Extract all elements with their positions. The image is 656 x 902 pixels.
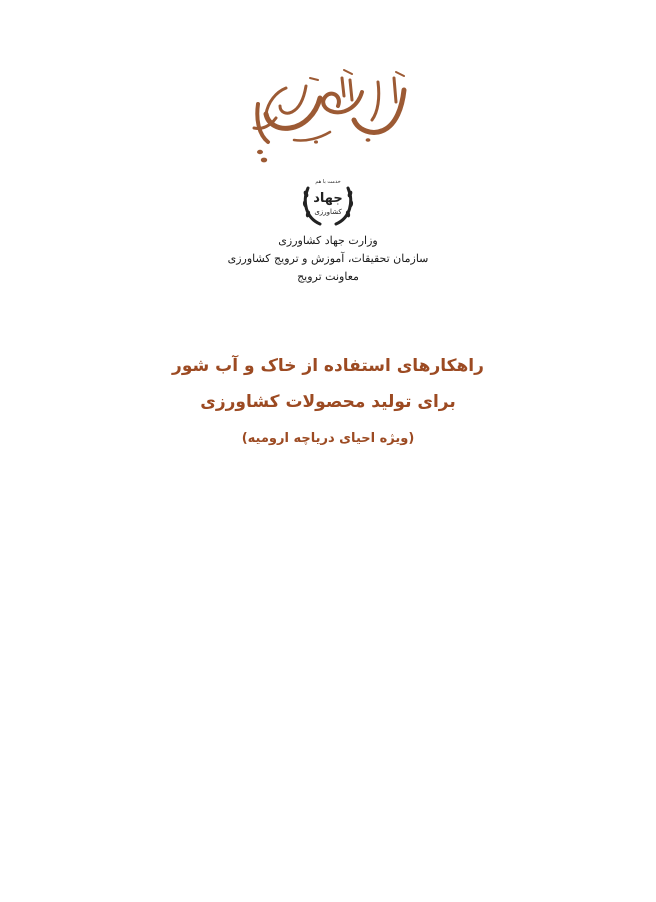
- title-line-2: برای تولید محصولات کشاورزی: [200, 392, 456, 412]
- ministry-name: وزارت جهاد کشاورزی: [278, 234, 378, 247]
- organization-name: سازمان تحقیقات، آموزش و ترویج کشاورزی: [227, 252, 429, 265]
- logo-sub-text: کشاورزی: [314, 208, 342, 216]
- organization-block: [180, 232, 476, 286]
- title-subtitle: (ویژه احیای دریاچه ارومیه): [241, 431, 415, 446]
- basmala-calligraphy: [246, 68, 414, 172]
- title-line-1: راهکارهای استفاده از خاک و آب شور: [172, 356, 484, 376]
- logo-main-text: جهاد: [313, 191, 343, 206]
- logo-top-text: خدمت با هم: [315, 179, 341, 185]
- document-title-block: [100, 348, 556, 454]
- deputy-name: معاونت ترویج: [297, 270, 359, 283]
- jahad-keshavarzi-logo: [300, 174, 356, 228]
